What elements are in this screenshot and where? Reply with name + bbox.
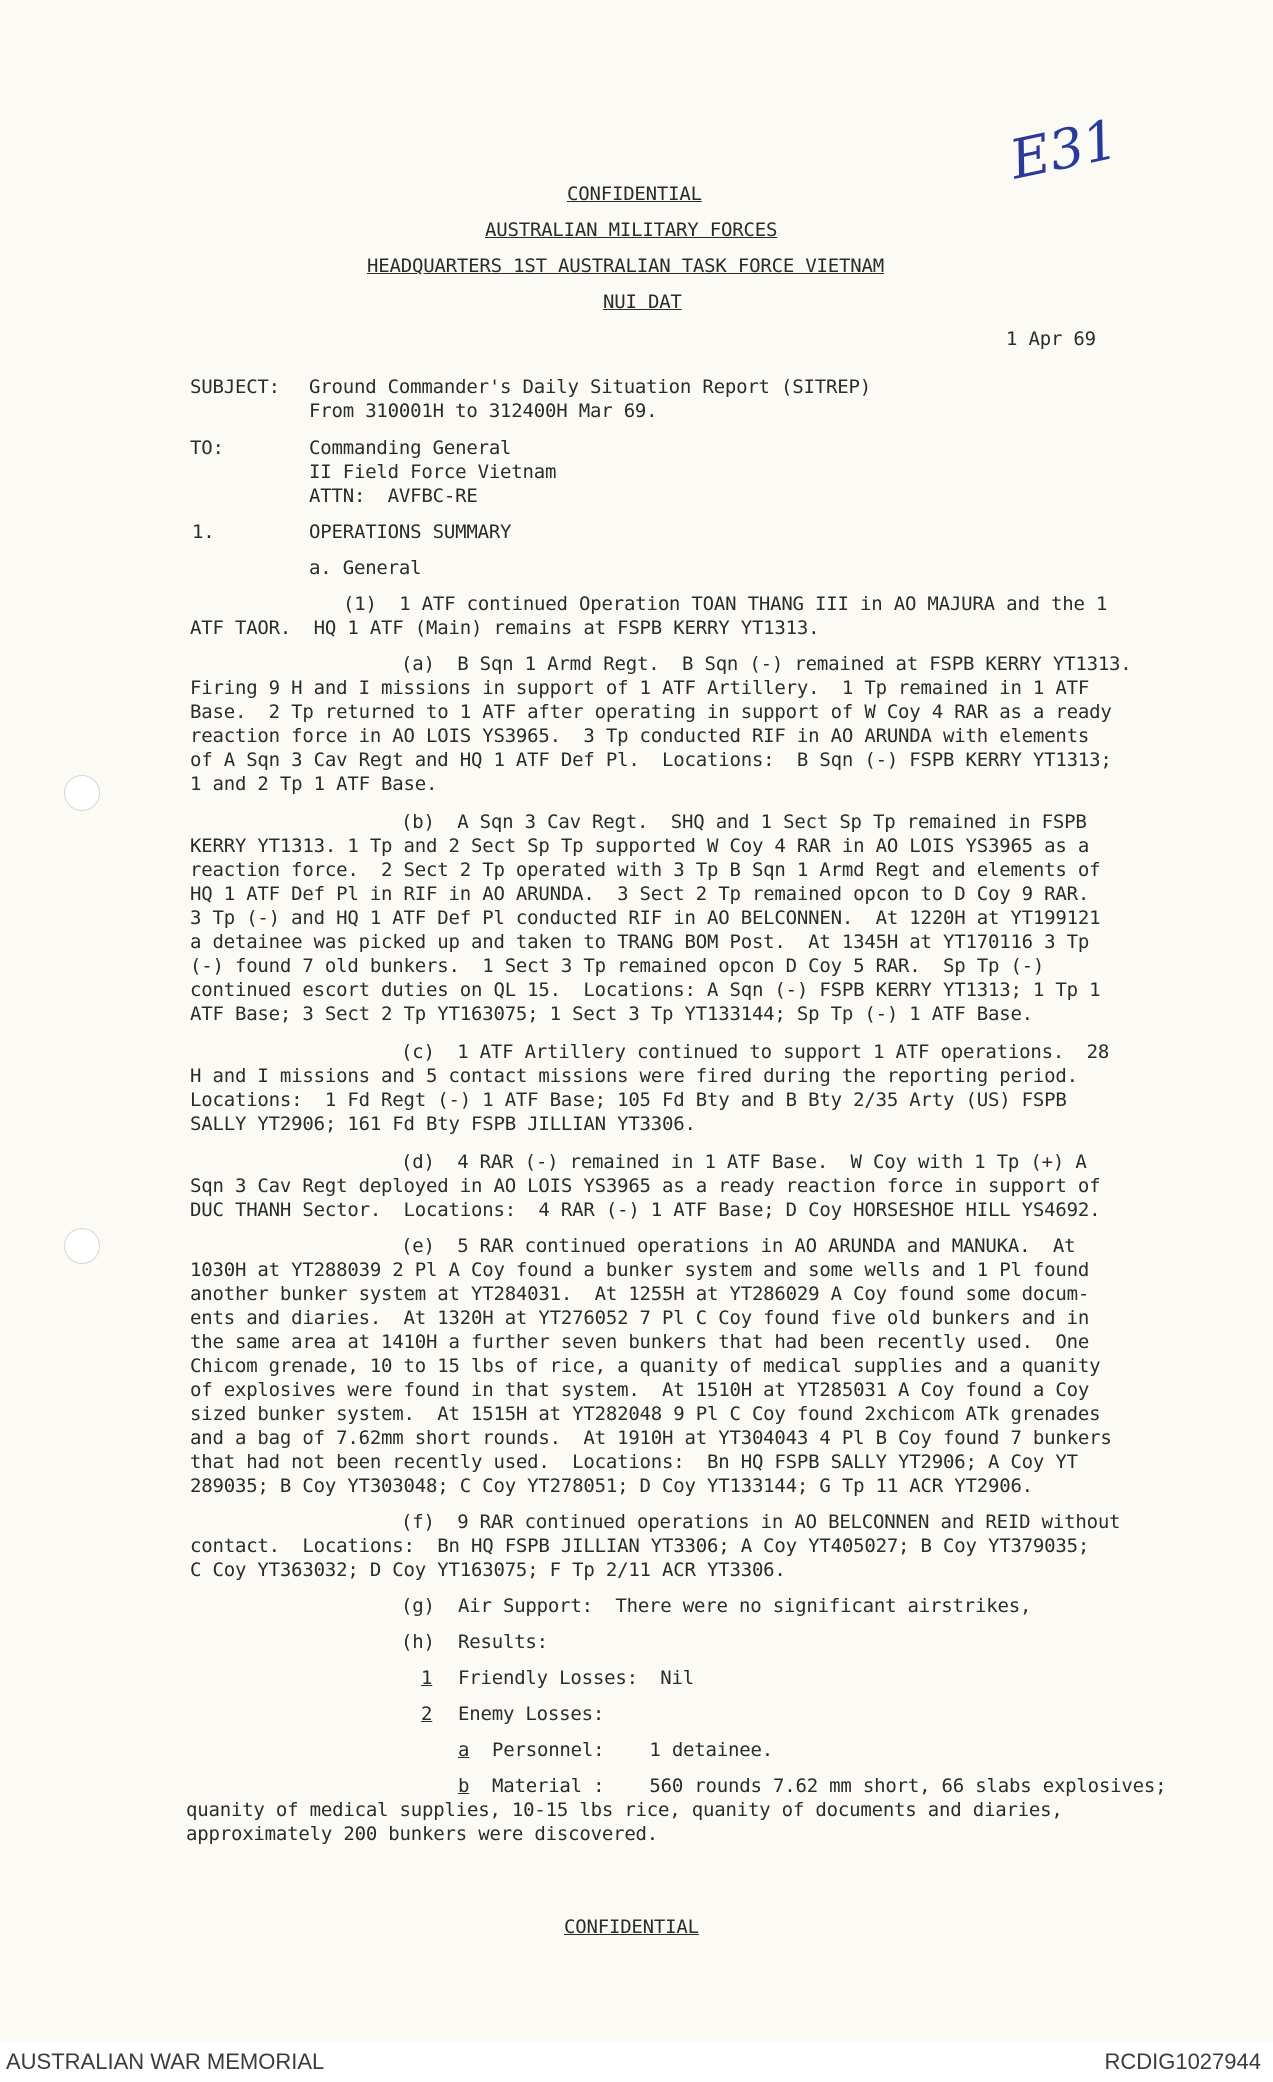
classification-bottom: CONFIDENTIAL bbox=[564, 1916, 699, 1938]
classification-top: CONFIDENTIAL bbox=[567, 183, 702, 205]
item-h2-text: Enemy Losses: bbox=[458, 1703, 605, 1725]
org-line-2: HEADQUARTERS 1ST AUSTRALIAN TASK FORCE VIETNAM bbox=[367, 255, 884, 277]
body-line: of A Sqn 3 Cav Regt and HQ 1 ATF Def Pl. Locations: B Sqn (-) FSPB KERRY YT1313; bbox=[190, 749, 1112, 771]
body-line: Locations: 1 Fd Regt (-) 1 ATF Base; 105 Fd Bty and B Bty 2/35 Arty (US) FSPB bbox=[190, 1089, 1067, 1111]
handwritten-annotation: E31 bbox=[1004, 107, 1124, 192]
body-line: the same area at 1410H a further seven bunkers that had been recently used. One bbox=[190, 1331, 1090, 1353]
item-a-letter: a bbox=[458, 1739, 470, 1761]
to-label: TO: bbox=[190, 437, 224, 459]
to-line-1: Commanding General bbox=[309, 437, 512, 459]
body-line: Base. 2 Tp returned to 1 ATF after operating in support of W Coy 4 RAR as a ready bbox=[190, 701, 1112, 723]
punch-hole bbox=[64, 775, 100, 811]
item-h1-number: 1 bbox=[421, 1667, 433, 1689]
body-line: reaction force in AO LOIS YS3965. 3 Tp conducted RIF in AO ARUNDA with elements bbox=[190, 725, 1090, 747]
body-line: that had not been recently used. Locations: Bn HQ FSPB SALLY YT2906; A Coy YT bbox=[190, 1451, 1078, 1473]
section-number: 1. bbox=[192, 521, 215, 543]
item-b-line-2: quanity of medical supplies, 10-15 lbs rice, quanity of documents and diaries, bbox=[186, 1799, 1063, 1821]
body-line: H and I missions and 5 contact missions were fired during the reporting period. bbox=[190, 1065, 1078, 1087]
item-h1-text: Friendly Losses: Nil bbox=[458, 1667, 695, 1689]
body-line: (e) 5 RAR continued operations in AO ARUNDA and MANUKA. At bbox=[401, 1235, 1076, 1257]
footer-record-id: RCDIG1027944 bbox=[1104, 2049, 1261, 2074]
body-line: (a) B Sqn 1 Armd Regt. B Sqn (-) remained at FSPB KERRY YT1313. bbox=[401, 653, 1132, 675]
org-line-1: AUSTRALIAN MILITARY FORCES bbox=[485, 219, 778, 241]
body-line: 1030H at YT288039 2 Pl A Coy found a bunker system and some wells and 1 Pl found bbox=[190, 1259, 1090, 1281]
punch-hole bbox=[64, 1228, 100, 1264]
location-line: NUI DAT bbox=[603, 291, 682, 313]
body-line: (-) found 7 old bunkers. 1 Sect 3 Tp remained opcon D Coy 5 RAR. Sp Tp (-) bbox=[190, 955, 1045, 977]
item-a-text: Personnel: 1 detainee. bbox=[492, 1739, 773, 1761]
to-line-2: II Field Force Vietnam bbox=[309, 461, 557, 483]
body-line: contact. Locations: Bn HQ FSPB JILLIAN YT3306; A Coy YT405027; B Coy YT379035; bbox=[190, 1535, 1090, 1557]
document-date: 1 Apr 69 bbox=[1006, 328, 1096, 350]
body-line: reaction force. 2 Sect 2 Tp operated with 3 Tp B Sqn 1 Armd Regt and elements of bbox=[190, 859, 1101, 881]
body-line: Sqn 3 Cav Regt deployed in AO LOIS YS3965 as a ready reaction force in support of bbox=[190, 1175, 1101, 1197]
item-b-line-3: approximately 200 bunkers were discovered. bbox=[186, 1823, 659, 1845]
item-b-letter: b bbox=[458, 1775, 470, 1797]
body-line: ATF Base; 3 Sect 2 Tp YT163075; 1 Sect 3 Tp YT133144; Sp Tp (-) 1 ATF Base. bbox=[190, 1003, 1033, 1025]
body-line: (f) 9 RAR continued operations in AO BELCONNEN and REID without bbox=[401, 1511, 1121, 1533]
item-b-text: Material : 560 rounds 7.62 mm short, 66 slabs explosives; bbox=[492, 1775, 1167, 1797]
subsection-general: a. General bbox=[309, 557, 422, 579]
item-h-text: Results: bbox=[458, 1631, 548, 1653]
body-line: of explosives were found in that system. At 1510H at YT285031 A Coy found a Coy bbox=[190, 1379, 1090, 1401]
to-line-3: ATTN: AVFBC-RE bbox=[309, 485, 478, 507]
body-line: a detainee was picked up and taken to TRANG BOM Post. At 1345H at YT170116 3 Tp bbox=[190, 931, 1090, 953]
body-line: (c) 1 ATF Artillery continued to support 1 ATF operations. 28 bbox=[401, 1041, 1110, 1063]
body-line: 1 and 2 Tp 1 ATF Base. bbox=[190, 773, 438, 795]
body-line: 289035; B Coy YT303048; C Coy YT278051; D Coy YT133144; G Tp 11 ACR YT2906. bbox=[190, 1475, 1033, 1497]
body-line: continued escort duties on QL 15. Locations: A Sqn (-) FSPB KERRY YT1313; 1 Tp 1 bbox=[190, 979, 1101, 1001]
body-line: (1) 1 ATF continued Operation TOAN THANG III in AO MAJURA and the 1 bbox=[343, 593, 1108, 615]
body-line: HQ 1 ATF Def Pl in RIF in AO ARUNDA. 3 Sect 2 Tp remained opcon to D Coy 9 RAR. bbox=[190, 883, 1090, 905]
item-h2-number: 2 bbox=[421, 1703, 433, 1725]
body-line: Firing 9 H and I missions in support of 1 ATF Artillery. 1 Tp remained in 1 ATF bbox=[190, 677, 1090, 699]
body-line: ents and diaries. At 1320H at YT276052 7 Pl C Coy found five old bunkers and in bbox=[190, 1307, 1090, 1329]
item-g-text: Air Support: There were no significant airstrikes, bbox=[458, 1595, 1032, 1617]
subject-line-2: From 310001H to 312400H Mar 69. bbox=[309, 400, 658, 422]
body-line: KERRY YT1313. 1 Tp and 2 Sect Sp Tp supported W Coy 4 RAR in AO LOIS YS3965 as a bbox=[190, 835, 1090, 857]
body-line: Chicom grenade, 10 to 15 lbs of rice, a quanity of medical supplies and a quanity bbox=[190, 1355, 1101, 1377]
body-line: ATF TAOR. HQ 1 ATF (Main) remains at FSPB KERRY YT1313. bbox=[190, 617, 820, 639]
body-line: and a bag of 7.62mm short rounds. At 1910H at YT304043 4 Pl B Coy found 7 bunkers bbox=[190, 1427, 1112, 1449]
body-line: (d) 4 RAR (-) remained in 1 ATF Base. W Coy with 1 Tp (+) A bbox=[401, 1151, 1087, 1173]
body-line: DUC THANH Sector. Locations: 4 RAR (-) 1 ATF Base; D Coy HORSESHOE HILL YS4692. bbox=[190, 1199, 1101, 1221]
item-g-label: (g) bbox=[401, 1595, 435, 1617]
body-line: SALLY YT2906; 161 Fd Bty FSPB JILLIAN YT3306. bbox=[190, 1113, 696, 1135]
subject-line-1: Ground Commander's Daily Situation Report (SITREP) bbox=[309, 376, 871, 398]
subject-label: SUBJECT: bbox=[190, 376, 280, 398]
item-h-label: (h) bbox=[401, 1631, 435, 1653]
body-line: sized bunker system. At 1515H at YT282048 9 Pl C Coy found 2xchicom ATk grenades bbox=[190, 1403, 1101, 1425]
body-line: C Coy YT363032; D Coy YT163075; F Tp 2/11 ACR YT3306. bbox=[190, 1559, 786, 1581]
section-title: OPERATIONS SUMMARY bbox=[309, 521, 512, 543]
body-line: (b) A Sqn 3 Cav Regt. SHQ and 1 Sect Sp Tp remained in FSPB bbox=[401, 811, 1087, 833]
body-line: another bunker system at YT284031. At 1255H at YT286029 A Coy found some docum- bbox=[190, 1283, 1090, 1305]
body-line: 3 Tp (-) and HQ 1 ATF Def Pl conducted RIF in AO BELCONNEN. At 1220H at YT199121 bbox=[190, 907, 1101, 929]
footer-archive-name: AUSTRALIAN WAR MEMORIAL bbox=[6, 2049, 325, 2074]
